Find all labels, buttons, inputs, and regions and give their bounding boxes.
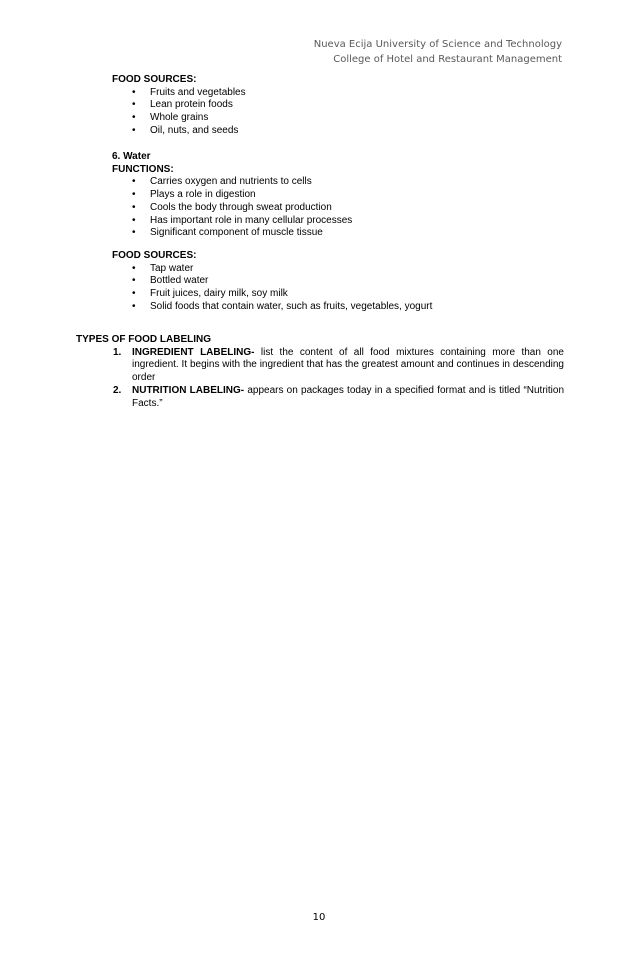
food-labeling-heading: TYPES OF FOOD LABELING bbox=[76, 334, 212, 345]
water-sources-list bbox=[112, 263, 572, 314]
bullet-icon: • bbox=[132, 214, 136, 226]
item-number: 1. bbox=[113, 346, 122, 358]
food-sources-heading: FOOD SOURCES: bbox=[112, 74, 197, 85]
list-item: • Whole grains bbox=[132, 112, 209, 124]
list-item: • Oil, nuts, and seeds bbox=[132, 124, 239, 136]
bullet-icon: • bbox=[132, 300, 136, 312]
bullet-icon: • bbox=[132, 124, 136, 136]
bullet-icon: • bbox=[132, 262, 136, 274]
list-item: • Has important role in many cellular processes bbox=[132, 214, 353, 226]
item-text: appears on packages today in a specified format and is titled “Nutrition Facts.” bbox=[132, 384, 565, 409]
water-section bbox=[112, 151, 572, 240]
bullet-icon: • bbox=[132, 99, 136, 111]
food-labeling-section bbox=[76, 334, 564, 410]
list-item: • Bottled water bbox=[132, 275, 209, 287]
list-item: • Tap water bbox=[132, 262, 194, 274]
college-name: College of Hotel and Restaurant Management bbox=[333, 54, 562, 65]
list-item bbox=[113, 385, 564, 410]
list-item: • Cools the body through sweat production bbox=[132, 201, 332, 213]
food-sources-section bbox=[112, 74, 572, 138]
bullet-icon: • bbox=[132, 227, 136, 239]
bullet-icon: • bbox=[132, 275, 136, 287]
bullet-icon: • bbox=[132, 112, 136, 124]
bullet-icon: • bbox=[132, 86, 136, 98]
university-name: Nueva Ecija University of Science and Technology bbox=[313, 39, 562, 50]
list-item: • Carries oxygen and nutrients to cells bbox=[132, 176, 312, 188]
list-item: • Solid foods that contain water, such as fruits, vegetables, yogurt bbox=[132, 300, 433, 312]
functions-list bbox=[112, 176, 572, 240]
item-term: NUTRITION LABELING- bbox=[132, 384, 245, 396]
bullet-icon: • bbox=[132, 189, 136, 201]
functions-heading: FUNCTIONS: bbox=[112, 163, 174, 175]
item-number: 2. bbox=[113, 384, 122, 396]
item-term: INGREDIENT LABELING- bbox=[132, 346, 255, 358]
bullet-icon: • bbox=[132, 176, 136, 188]
bullet-icon: • bbox=[132, 288, 136, 300]
food-labeling-list bbox=[76, 347, 564, 411]
item-text: list the content of all food mixtures containing more than one ingredient. It begins with the ingredient that has the greatest amount and continues in descending order bbox=[132, 346, 564, 384]
food-sources-list bbox=[112, 87, 572, 138]
water-sources-section bbox=[112, 250, 572, 314]
list-item: • Significant component of muscle tissue bbox=[132, 227, 323, 239]
list-item bbox=[113, 347, 564, 385]
list-item: • Lean protein foods bbox=[132, 99, 233, 111]
list-item: • Fruit juices, dairy milk, soy milk bbox=[132, 288, 288, 300]
list-item: • Plays a role in digestion bbox=[132, 189, 256, 201]
list-item: • Fruits and vegetables bbox=[132, 86, 246, 98]
page-number: 10 bbox=[312, 912, 326, 923]
water-title: 6. Water bbox=[112, 151, 151, 162]
water-sources-heading: FOOD SOURCES: bbox=[112, 250, 197, 261]
page-header bbox=[314, 37, 562, 67]
bullet-icon: • bbox=[132, 201, 136, 213]
